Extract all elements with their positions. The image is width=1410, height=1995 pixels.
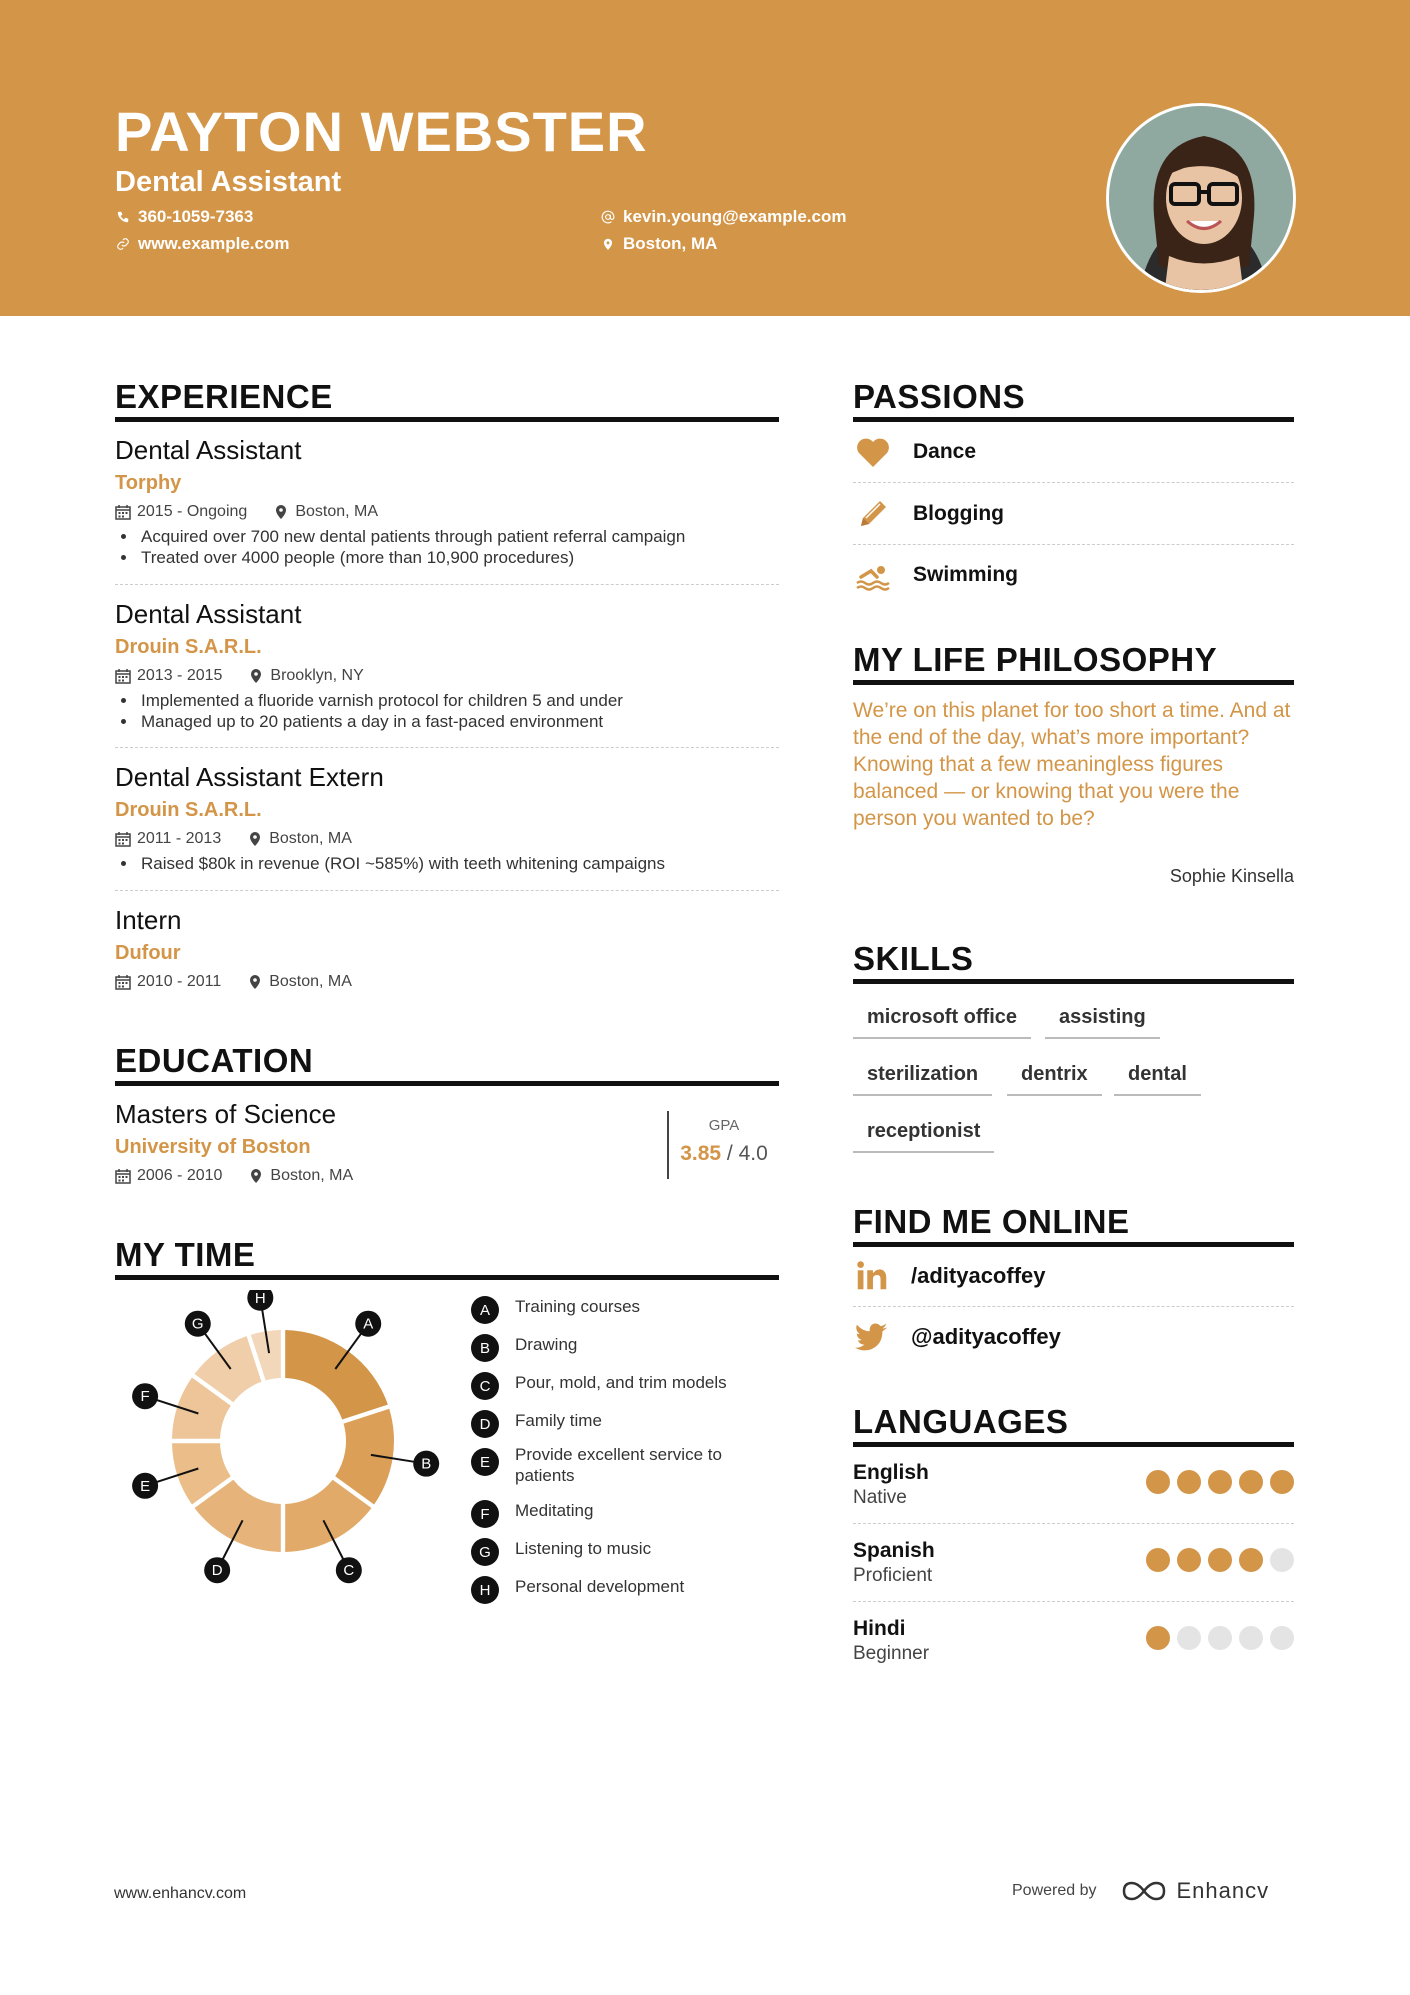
job-company[interactable]: Drouin S.A.R.L. <box>115 799 262 821</box>
job-bullet: Implemented a fluoride varnish protocol for children 5 and under <box>115 690 779 711</box>
rating-dot <box>1146 1470 1170 1494</box>
job-title: Dental Assistant Extern <box>115 762 384 792</box>
divider <box>115 747 779 748</box>
rating-dot <box>1270 1470 1294 1494</box>
job-title: Intern <box>115 905 182 935</box>
rating-dot <box>1177 1626 1201 1650</box>
job-dates: 2010 - 2011 <box>137 973 222 990</box>
calendar-icon <box>115 504 131 520</box>
contact-phone[interactable] <box>116 207 253 227</box>
legend-label: Meditating <box>515 1501 594 1520</box>
experience-entry <box>115 761 779 874</box>
calendar-icon <box>115 668 131 684</box>
location-pin-icon <box>247 831 263 847</box>
rating-dot <box>1239 1470 1263 1494</box>
enhancv-logo-icon <box>1121 1879 1167 1903</box>
divider <box>853 1601 1294 1602</box>
gpa-max: / 4.0 <box>726 1142 768 1165</box>
passion-item <box>853 422 1294 482</box>
avatar <box>1106 103 1296 293</box>
job-bullets <box>115 526 779 568</box>
donut-label-letter: F <box>140 1388 150 1406</box>
location-pin-icon <box>248 1168 264 1184</box>
job-bullets <box>115 853 779 874</box>
online-link-linkedin[interactable] <box>853 1246 1294 1306</box>
job-title: Dental Assistant <box>115 599 302 629</box>
contact-phone-text: 360-1059-7363 <box>138 207 254 226</box>
donut-label-letter: B <box>421 1455 432 1473</box>
language-name: Spanish <box>853 1539 935 1562</box>
footer-site-link[interactable]: www.enhancv.com <box>114 1885 247 1902</box>
experience-heading: EXPERIENCE <box>115 378 333 415</box>
rating-dot <box>1208 1548 1232 1572</box>
job-meta <box>115 666 779 686</box>
location-pin-icon <box>273 504 289 520</box>
divider <box>853 482 1294 483</box>
rating-dot <box>1177 1548 1201 1572</box>
quote-author: Sophie Kinsella <box>1169 866 1294 886</box>
language-rating <box>1146 1548 1294 1572</box>
language-item <box>853 1538 1294 1608</box>
legend-badge: F <box>471 1500 499 1528</box>
online-heading: FIND ME ONLINE <box>853 1203 1130 1240</box>
education-location: Boston, MA <box>270 1167 354 1184</box>
link-icon <box>116 237 130 251</box>
contact-website-text: www.example.com <box>138 234 290 253</box>
location-pin-icon <box>248 668 264 684</box>
rating-dot <box>1239 1548 1263 1572</box>
job-meta <box>115 972 779 992</box>
languages-rule <box>853 1442 1294 1447</box>
brand-name: Enhancv <box>1176 1878 1270 1903</box>
rating-dot <box>1239 1626 1263 1650</box>
legend-item <box>471 1500 755 1528</box>
legend-badge: G <box>471 1538 499 1566</box>
job-meta <box>115 829 779 849</box>
calendar-icon <box>115 1168 131 1184</box>
online-label: @adityacoffey <box>911 1324 1061 1349</box>
legend-item <box>471 1296 755 1324</box>
rating-dot <box>1208 1626 1232 1650</box>
powered-by-text: Powered by <box>1012 1882 1097 1899</box>
passion-item <box>853 545 1294 605</box>
gpa-label: GPA <box>708 1117 740 1134</box>
pencil-icon <box>853 494 893 534</box>
heart-icon <box>853 432 893 472</box>
legend-label: Family time <box>515 1411 602 1430</box>
swimmer-icon <box>853 555 893 595</box>
legend-badge: C <box>471 1372 499 1400</box>
legend-item <box>471 1445 755 1486</box>
languages-heading: LANGUAGES <box>853 1403 1069 1440</box>
language-rating <box>1146 1626 1294 1650</box>
donut-segment-a <box>285 1330 388 1419</box>
calendar-icon <box>115 974 131 990</box>
divider <box>115 890 779 891</box>
contact-email-text: kevin.young@example.com <box>623 207 847 226</box>
location-pin-icon <box>601 237 615 251</box>
legend-badge: E <box>471 1448 499 1476</box>
job-location: Boston, MA <box>269 973 352 990</box>
legend-item <box>471 1372 755 1400</box>
skill-tag: assisting <box>1045 1006 1160 1039</box>
rating-dot <box>1270 1626 1294 1650</box>
skill-tag: sterilization <box>853 1063 992 1096</box>
language-level: Proficient <box>853 1565 933 1586</box>
candidate-name: PAYTON WEBSTER <box>115 100 648 163</box>
legend-item <box>471 1576 755 1604</box>
legend-badge: B <box>471 1334 499 1362</box>
my-time-heading: MY TIME <box>115 1236 256 1273</box>
footer-branding <box>1012 1878 1269 1904</box>
skills-heading: SKILLS <box>853 940 974 977</box>
philosophy-heading: MY LIFE PHILOSOPHY <box>853 641 1218 678</box>
rating-dot <box>1146 1626 1170 1650</box>
rating-dot <box>1146 1548 1170 1572</box>
job-location: Boston, MA <box>295 503 379 520</box>
gpa-box <box>667 1111 779 1179</box>
legend-label: Drawing <box>515 1335 578 1354</box>
contact-website[interactable] <box>116 234 289 254</box>
education-meta <box>115 1166 655 1186</box>
legend-label: Training courses <box>515 1297 641 1316</box>
language-name: English <box>853 1461 929 1484</box>
language-rating <box>1146 1470 1294 1494</box>
skills-rule <box>853 979 1294 984</box>
language-level: Native <box>853 1487 907 1508</box>
online-link-twitter[interactable] <box>853 1307 1294 1367</box>
job-company[interactable]: Torphy <box>115 472 182 494</box>
experience-entry <box>115 598 779 732</box>
education-dates: 2006 - 2010 <box>137 1167 223 1184</box>
passion-item <box>853 484 1294 544</box>
divider <box>115 584 779 585</box>
donut-label-letter: H <box>254 1290 266 1307</box>
legend-item <box>471 1538 755 1566</box>
job-location: Boston, MA <box>269 830 352 847</box>
legend-item <box>471 1410 755 1438</box>
experience-entry <box>115 434 779 568</box>
legend-item <box>471 1334 755 1362</box>
job-dates: 2015 - Ongoing <box>137 503 248 520</box>
job-dates: 2013 - 2015 <box>137 667 223 684</box>
language-item <box>853 1616 1294 1686</box>
passion-label: Blogging <box>913 502 1004 525</box>
job-dates: 2011 - 2013 <box>137 830 222 847</box>
donut-label-letter: E <box>140 1477 151 1495</box>
calendar-icon <box>115 831 131 847</box>
language-item <box>853 1460 1294 1530</box>
education-rule <box>115 1081 779 1086</box>
passion-label: Swimming <box>913 563 1019 586</box>
header-banner <box>0 0 1410 316</box>
education-entry <box>115 1098 655 1186</box>
online-label: /adityacoffey <box>911 1263 1046 1288</box>
gpa-value <box>669 1142 779 1166</box>
at-icon <box>601 210 615 224</box>
job-title: Dental Assistant <box>115 435 302 465</box>
job-company[interactable]: Dufour <box>115 942 181 964</box>
degree: Masters of Science <box>115 1099 337 1129</box>
rating-dot <box>1270 1548 1294 1572</box>
job-bullets <box>115 690 779 732</box>
contact-location <box>601 234 717 254</box>
passions-heading: PASSIONS <box>853 378 1026 415</box>
my-time-rule <box>115 1275 779 1280</box>
legend-label: Pour, mold, and trim models <box>515 1373 727 1392</box>
language-level: Beginner <box>853 1643 930 1664</box>
contact-email[interactable] <box>601 207 846 227</box>
candidate-title: Dental Assistant <box>115 166 342 198</box>
divider <box>853 1523 1294 1524</box>
contact-location-text: Boston, MA <box>623 234 718 253</box>
rating-dot <box>1177 1470 1201 1494</box>
location-pin-icon <box>247 974 263 990</box>
job-location: Brooklyn, NY <box>270 667 364 684</box>
twitter-icon <box>853 1318 891 1356</box>
job-bullet: Acquired over 700 new dental patients through patient referral campaign <box>115 526 779 547</box>
school[interactable]: University of Boston <box>115 1136 311 1158</box>
donut-label-letter: C <box>343 1562 355 1580</box>
gpa-score: 3.85 <box>680 1142 722 1165</box>
my-time-donut-chart <box>120 1290 440 1590</box>
donut-label-letter: G <box>191 1315 204 1333</box>
philosophy-quote: We’re on this planet for too short a time. And at the end of the day, what’s more important? Knowing that a few meaningless figures balanced — or knowing that you were the person you wanted to be? <box>853 699 1291 830</box>
donut-label-letter: D <box>211 1562 223 1580</box>
legend-label: Provide excellent service to patients <box>515 1445 722 1485</box>
job-bullet: Raised $80k in revenue (ROI ~585%) with teeth whitening campaigns <box>115 853 779 874</box>
legend-badge: A <box>471 1296 499 1324</box>
language-name: Hindi <box>853 1617 906 1640</box>
experience-rule <box>115 417 779 422</box>
legend-badge: D <box>471 1410 499 1438</box>
job-meta <box>115 502 779 522</box>
skill-tag: dental <box>1114 1063 1201 1096</box>
linkedin-icon <box>853 1257 891 1295</box>
passion-label: Dance <box>913 440 977 463</box>
experience-entry <box>115 904 779 992</box>
education-heading: EDUCATION <box>115 1042 314 1079</box>
legend-badge: H <box>471 1576 499 1604</box>
phone-icon <box>116 210 130 224</box>
skill-tag: microsoft office <box>853 1006 1031 1039</box>
skill-tag: receptionist <box>853 1120 994 1153</box>
skill-tag: dentrix <box>1007 1063 1102 1096</box>
job-bullet: Managed up to 20 patients a day in a fast-paced environment <box>115 711 779 732</box>
job-bullet: Treated over 4000 people (more than 10,900 procedures) <box>115 547 779 568</box>
donut-label-letter: A <box>363 1315 374 1333</box>
rating-dot <box>1208 1470 1232 1494</box>
philosophy-rule <box>853 680 1294 685</box>
legend-label: Listening to music <box>515 1539 652 1558</box>
legend-label: Personal development <box>515 1577 685 1596</box>
job-company[interactable]: Drouin S.A.R.L. <box>115 636 262 658</box>
